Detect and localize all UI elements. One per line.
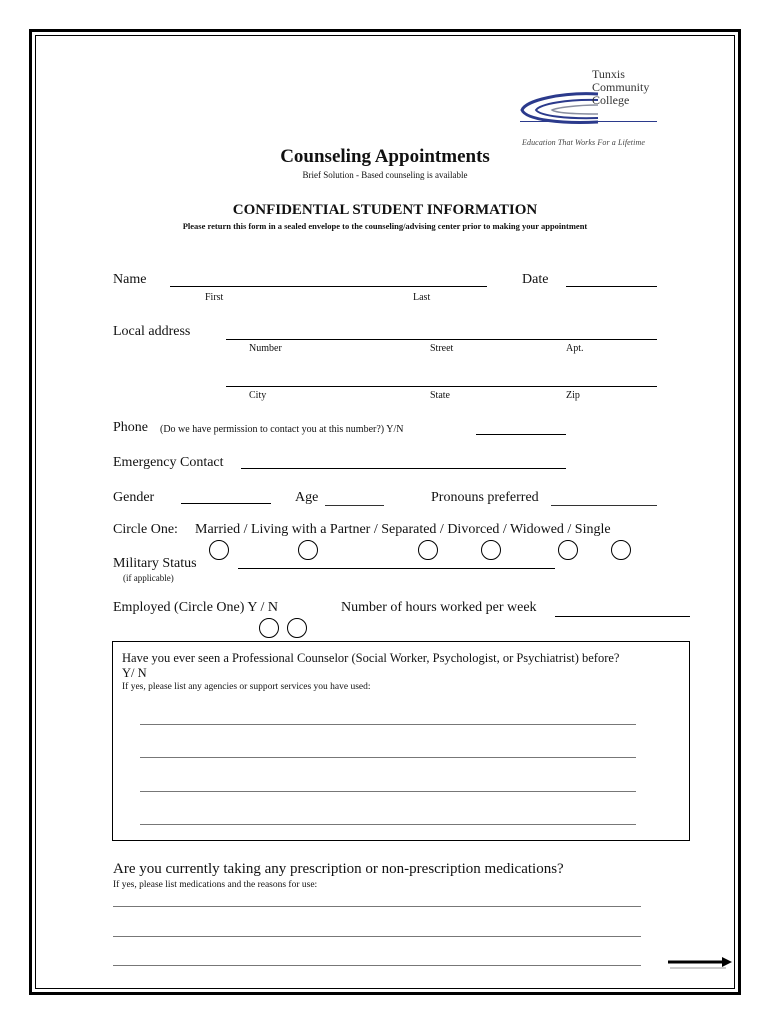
- logo-line-3: College: [592, 93, 630, 107]
- instructions: Please return this form in a sealed envelope to the counseling/advising center prior to making your appointment: [182, 221, 588, 231]
- section-title: CONFIDENTIAL STUDENT INFORMATION: [232, 202, 538, 218]
- phone-label: Phone: [113, 420, 148, 435]
- circle-widowed[interactable]: [558, 540, 578, 560]
- name-label: Name: [113, 272, 147, 287]
- logo-line-2: Community: [592, 80, 650, 94]
- medication-line-1[interactable]: [113, 906, 641, 907]
- military-note: (if applicable): [123, 573, 174, 583]
- marital-options: Married / Living with a Partner / Separated / Divorced / Widowed / Single: [195, 522, 611, 537]
- name-field[interactable]: [170, 286, 487, 287]
- first-label: First: [205, 292, 224, 303]
- pronouns-label: Pronouns preferred: [431, 490, 539, 505]
- hours-label: Number of hours worked per week: [341, 600, 537, 615]
- circle-single[interactable]: [611, 540, 631, 560]
- logo-tagline: Education That Works For a Lifetime: [522, 138, 645, 147]
- date-field[interactable]: [566, 286, 657, 287]
- medications-note: If yes, please list medications and the reasons for use:: [113, 880, 318, 890]
- hours-field[interactable]: [555, 616, 690, 617]
- arrow-right-icon: [666, 953, 734, 973]
- circle-one-label: Circle One:: [113, 522, 178, 537]
- local-address-label: Local address: [113, 324, 191, 339]
- circle-married[interactable]: [209, 540, 229, 560]
- number-label: Number: [249, 343, 282, 354]
- gender-field[interactable]: [181, 503, 271, 504]
- agency-line-2[interactable]: [140, 757, 636, 758]
- circle-employed-no[interactable]: [287, 618, 307, 638]
- gender-label: Gender: [113, 490, 155, 505]
- agency-line-4[interactable]: [140, 824, 636, 825]
- zip-label: Zip: [566, 390, 580, 401]
- counselor-note: If yes, please list any agencies or support services you have used:: [122, 682, 371, 692]
- circle-divorced[interactable]: [481, 540, 501, 560]
- circle-living-with-partner[interactable]: [298, 540, 318, 560]
- agency-line-3[interactable]: [140, 791, 636, 792]
- counselor-yn: Y/ N: [122, 666, 147, 680]
- circle-employed-yes[interactable]: [259, 618, 279, 638]
- swoosh-icon: [518, 90, 600, 130]
- address-line-1-field[interactable]: [226, 339, 657, 340]
- counselor-question: Have you ever seen a Professional Counselor (Social Worker, Psychologist, or Psychiatrist) before?: [122, 651, 620, 665]
- employed-label: Employed (Circle One) Y / N: [113, 600, 278, 615]
- counselor-history-box: [112, 641, 690, 841]
- medication-line-2[interactable]: [113, 936, 641, 937]
- age-field[interactable]: [325, 505, 384, 506]
- agency-line-1[interactable]: [140, 724, 636, 725]
- date-label: Date: [522, 272, 549, 287]
- emergency-contact-label: Emergency Contact: [113, 455, 224, 470]
- logo-line-1: Tunxis: [592, 67, 625, 81]
- circle-separated[interactable]: [418, 540, 438, 560]
- medication-line-3[interactable]: [113, 965, 641, 966]
- page-subtitle: Brief Solution - Based counseling is available: [302, 170, 468, 180]
- apt-label: Apt.: [566, 343, 584, 354]
- logo-rule: [520, 121, 657, 122]
- street-label: Street: [430, 343, 454, 354]
- pronouns-field[interactable]: [551, 505, 657, 506]
- military-status-label: Military Status: [113, 556, 197, 571]
- phone-note: (Do we have permission to contact you at this number?) Y/N: [160, 424, 404, 435]
- city-label: City: [249, 390, 267, 401]
- military-status-field[interactable]: [238, 568, 555, 569]
- state-label: State: [430, 390, 450, 401]
- address-line-2-field[interactable]: [226, 386, 657, 387]
- last-label: Last: [413, 292, 431, 303]
- phone-field[interactable]: [476, 434, 566, 435]
- emergency-contact-field[interactable]: [241, 468, 566, 469]
- age-label: Age: [295, 490, 319, 505]
- page-title: Counseling Appointments: [280, 146, 490, 167]
- medications-question: Are you currently taking any prescription or non-prescription medications?: [113, 861, 564, 877]
